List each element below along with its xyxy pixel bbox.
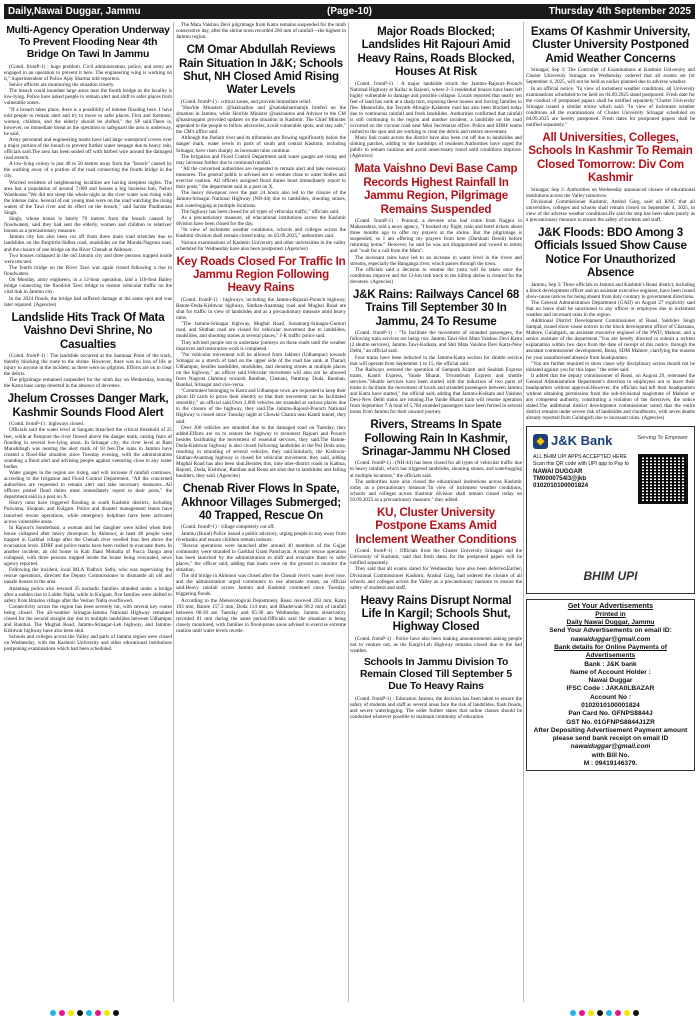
article-paragraph: (Contd. fromP-1) : highways closed. xyxy=(9,421,85,428)
headline-base-camp-rainfall: Mata Vaishno Devi Base Camp Records Highest Rainfall In Jammu Region, Pilgrimage Remains Suspended xyxy=(354,162,518,216)
column-4 xyxy=(526,22,695,1002)
article-paragraph: Jammu, Sep 3: Three officials in Jammu and Kashmir's Reasi district, including a block development officer and an assistant executive engineer, have been issued show-cause notices for being absent from duty contrary to government directions. xyxy=(526,281,695,300)
article-paragraph: The breach could inundate large areas near the fourth bridge as the locality is low-lying. Police have asked people to remain alert and shift to safer places from vulnerable zones. xyxy=(4,88,172,107)
advertisement-info-box: Get Your Advertisements Printed in Daily Nawai Duggar, Jammu Send Your Advertisements on email ID: nawaiduggar@gmail.com Bank details for Online Payments of Advertisements Bank : J&K bank Name of Account Holder : Nawai Duggar IFSC Code : JAKA0LBAZAR Account No : 0102010100001824 Pan Card No. GFNPS8844J GST No. 01GFNPS8844J1ZR After Depositing Advertisement Payment amount please send bank receipt on email ID nawaiduggar@gmail.com with Bill No. M : 09419146379. xyxy=(526,599,695,771)
article-paragraph: Additional District Development Commissioner of Reasi, Sukhdev Singh Sampal, issued show-cause notices to the block development officer of Chassana, Mahore, Gulabgarh, an assistant executive engineer of the PWD, Mahore, and a senior assistant of the department."You are hereby directed to submit a written explanation within two days from the date of receipt of this notice, through the assistant commissioner development, Reasi, SDM Mahore, clarifying the reasons for your unauthorised absence from headquarters. xyxy=(526,318,695,361)
registration-dot xyxy=(113,1010,119,1016)
article-paragraph: (Contd. fromP-1) : A major landslide struck the Jammu–Rajouri–Poonch National Highway at Kallar in Rajouri, where 2–3 residential houses have been left highly vulnerable to damage and possible collapse. Locals reported that nearly ten feet of land has sunk at a sharp turn, exposing these houses and forcing families to flee. Meanwhile, the Teryath–Mougla–Kalakote road has also been blocked today due to continuous rainfall and fresh landslides. Authorities confirmed that rainfall is still continuing in the region and another incident, a landslide on the road occurred on the circular road near Mini Secretariat office. Police and SDRF teams rushed to the spot and are working to clear the debris and restore movement. xyxy=(350,80,522,135)
article-paragraph: A low-lying colony is just 40 to 50 metres away from the "breach" caused by the washing away of a portion of the road connecting the fourth bridge in the city. xyxy=(4,161,172,180)
headline-exams-postponed: Exams Of Kashmir University, Cluster University Postponed Amid Weather Concerns xyxy=(530,25,691,65)
column-2 xyxy=(176,22,346,1002)
email-address: nawaiduggar@gmail.com xyxy=(570,743,651,751)
article-paragraph: Srinagar, Sep 3: Authorities on Wednesday announced closure of educational institutions across the Valley tomorrow. xyxy=(526,186,695,199)
article-4th-bridge xyxy=(4,64,172,308)
article-paragraph: The fourth bridge on the River Tawi was again closed following a rise in floodwaters. xyxy=(4,265,172,278)
article-paragraph: (Contd. fromP-1) : "To facilitate the movement of stranded passengers, the following train services are being run: Jammu Tawi-Shri Mata Vaishno Devi Katra (2 shuttle services), Jammu Tawi-Kolkata, and Shri Mata Vaishno Devi Katra-New Delhi," an official said. xyxy=(350,330,522,355)
article-paragraph: Although the Jhelum river and its tributaries are flowing significantly below the danger mark, water levels in parts of south and central Kashmir, including Srinagar, have risen sharply as incessant rains continue. xyxy=(176,135,346,154)
article-landslide-vaishno-devi xyxy=(4,353,172,389)
column-3 xyxy=(350,22,522,1002)
registration-marks-right xyxy=(570,1010,639,1016)
article-paragraph: Singh, whose house is barely 70 metres from the breach caused by floodwaters, said they had sent the elderly, women and children to relatives' houses as a precautionary measure. xyxy=(4,216,172,235)
article-paragraph: Water gauges in the region are rising, and will increase if rainfall continues, according to the Irrigation and Flood Control Department. "All the concerned authorities are requested to remain alert and take necessary measures...All officers posted flood duties must immediately report to their posts," the department said in a post on X. xyxy=(4,469,172,501)
article-paragraph: "If a breach takes place, there is a possibility of intense flooding here. I have told people to remain alert and try to move to safer places. First and foremost, women, children, and the elderly should be shifted," the SP said.There is, however, no immediate threat as the operation to safeguard the area is underway, he said. xyxy=(4,106,172,137)
registration-dot xyxy=(59,1010,65,1016)
bank-advertisement xyxy=(526,426,695,594)
article-paragraph: Heavy rains have triggered flooding in south Kashmir districts, including Pulwama, Shopian, and Kulgam. Police and disaster management teams have launched rescue operations, while emergency helplines have been activated across vulnerable areas. xyxy=(4,500,172,525)
article-paragraph: In Rajouri's Sunderbani, a woman and her daughter were killed when their house collapsed after heavy downpour. In Akhnoor, at least 40 people were trapped in Garkhal village after the Chenab river swelled four feet above the evacuation level. SDRF and police teams have been rushed to evacuate them. In another incident, an old house in Kali Jhani Mohalla of Pacca Danga area collapsed, with three persons trapped inside the house being evacuated, news agency reported. xyxy=(4,524,172,568)
qr-code-icon xyxy=(638,454,688,504)
article-paragraph: Senior officers are monitoring the situation closely. xyxy=(9,81,115,88)
bhim-upi-logo: BHIM UPI xyxy=(583,569,638,584)
article-paragraph: Anantnag police also rescued 25 nomadic families stranded under a bridge after a sudden rise in Lidder Nalla, while in Kulgam, five families were shifted to safety from Rmaloo village after the Veshav Nalla overflowed. xyxy=(4,585,172,604)
article-paragraph: "Hon'ble Ministers @SakinaItoo and @satishsharmamjk briefed on the situation in Jammu, while Hon'ble Minister @sakinaitoo and Advisor to the CM @nasirsogami provided updates on the situation in Kashmir. The Chief Minister appealed to the people to follow advisories, avoid vulnerable spots, and stay safe," the CM's office said. xyxy=(176,105,346,136)
headline-ku-exams: KU, Cluster University Postpone Exams Amid Inclement Weather Conditions xyxy=(355,505,517,546)
article-paragraph: (Contd. fromP-1) : critical zones, and provide immediate relief. xyxy=(181,98,312,105)
bank-name: ◆ J&K Bank xyxy=(533,433,612,449)
article-paragraph: Connectivity across the region has been severely hit, with several key routes being closed. The all-weather Srinagar-Jammu National Highway remained closed for the second straight day due to multiple landslides between Udhampur and Banihal. The Mughal Road, Jammu-Srinagar-Leh highway, and Jammu-Kishtwar highway have also been shut. xyxy=(4,603,172,635)
article-paragraph: (Contd. fromP-1) : highways, including the Jammu-Rajouri-Poonch highway, Batote-Doda-Kishtwar highway, Sinthan-Anantnag road and Mughal Road are shut for traffic in view of landslides and as a precautionary measure amid heavy rains. xyxy=(176,296,346,321)
article-paragraph: Officials said the water level at Sangam breached the critical threshold of 25 feet, while at Pampore the river flowed above the danger mark, raising fears of flooding in several low-lying areas. In Srinagar city, the river level at Ram Munshibagh was nearing the alert mark of 18 feet.The rains in Jammu have created a flood-like situation since Tuesday evening, with the administration sounding a flood alert and advising people against venturing close to any water bodies. xyxy=(4,427,172,470)
article-paragraph: Four trains have been inducted in the Jammu-Katra section for shuttle service that will operate from September 1 to 15, the official said. xyxy=(350,354,522,367)
article-paragraph: Over 300 vehicles are stranded due to the damaged road on Tuesday, they added.Efforts are on to restore the highway to reconnect Rajouri and Poonch besides facilitating the movement of essential services, they said.The Batote-Doda-Kishtwar highway is also closed following landslides in the Pul Doda area, resulting in stranding of several vehicles, they said.Similarly, the Kishtwar-Sinthan-Anantnag highway is closed for vehicular movement, they said, adding Mughal Road has also been shut.Besides this, nine inter-district roads in Kathua, Rajouri, Doda, Kishtwar, Ramban and Reasi are shut due to landslides and falling boulders, they said. (Agencies) xyxy=(176,424,346,480)
column-divider xyxy=(348,22,349,1002)
issue-date: Thursday 4th September 2025 xyxy=(548,6,691,17)
registration-dot xyxy=(86,1010,92,1016)
article-paragraph: "No vehicular movement will be allowed from Jakheni (Udhampur) towards Srinagar as a stretch of land on the upper side of the road has sunk at Tharad, Udhampur, besides landslides, mudslides, and shooting stones at multiple places on the highway," an officer said.Vehicular movement will also not be allowed from Nagrota (Jammu) towards Ramban, Chenani, Patnitop, Doda, Ramban, Banihal, Srinagar and vice-versa. xyxy=(176,351,346,389)
registration-dot xyxy=(570,1010,576,1016)
article-paragraph: In an official notice, "In view of inclement weather conditions, all University examinations scheduled to be held on 04.09.2025 stand postponed. Fresh date for the conduct of postponed papers shall be notified separately."Cluster University Srinagar issued a similar notice which said: "In view of inclement weather conditions all the examinations of Cluster University Srinagar scheduled on 04.09.2025 are hereby postponed. Fresh dates for postponed papers shall be notified separately." xyxy=(526,85,695,128)
article-rajouri-landslides xyxy=(350,81,522,160)
registration-dot xyxy=(633,1010,639,1016)
column-divider xyxy=(173,22,174,1002)
article-paragraph: According to the Meteorological Department, Reasi received 203 mm, Katra 193 mm, Batote 157.3 mm, Doda 114 mm, and Bhaderwah 96.2 mm of rainfall between 08:30 am Tuesday and 05:30 am Wednesday. Jammu observatory recorded 81 mm during the same period.Officials said the situation is being closely monitored, with families in flood-prone areas advised to exercise extreme caution until water levels recede. xyxy=(176,597,346,634)
article-paragraph: The General Administration Department (GAD) on August 27 explicitly said that no leave shall be sanctioned to any officer or employee due to inclement weather and incessant rains in the region. xyxy=(526,299,695,319)
article-ku-exams xyxy=(350,548,522,591)
headline-rajouri-landslides: Major Roads Blocked; Landslides Hit Rajouri Amid Heavy Rains, Roads Blocked, Houses At Risk xyxy=(357,25,515,79)
article-paragraph: "The Jammu-Srinagar highway, Mughal Road, Sonamarg-Srinagar-Gumuri road, and Sinthan road are closed for vehicular movement due to landslides, mudslides, and shooting stones at several places," J-K traffic police said. xyxy=(176,321,346,340)
article-paragraph: Army personnel and engineering teams have laid large waterproof covers over a major portion of the breach to prevent further water seepage due to heavy rain, officials said.The area has been sealed off with barbed wire around the damaged road stretch. xyxy=(4,136,172,162)
article-jammu-schools xyxy=(350,696,522,720)
article-paragraph: Various examinations of Kashmir University and other universities in the valley scheduled for Wednesday have also been postponed. (Agencies) xyxy=(176,239,346,252)
bank-tagline: Serving To Empower xyxy=(637,435,688,442)
article-jhelum-danger-mark xyxy=(4,421,172,652)
article-paragraph: Jammu city has also been cut off from three main road stretches due to landslides on the Panjtirthi-Sidhra road, mudslides on the Munda-Nagrota road, and the closure of one bridge on the River Chenab at Akhnoor. xyxy=(4,234,172,253)
article-paragraph: As a precautionary measure, all educational institutions across the Kashmir division have been closed for the day. xyxy=(176,214,346,228)
article-paragraph: Jammu (Rural) Police issued a public advisory, urging people to stay away from riverbanks and ensure children remain indoors. xyxy=(176,530,346,543)
article-paragraph: Worried residents of neighbouring localities are having sleepless nights. The area has a population of around 7,000 and houses a big business hub, Nehru Warehouse."We did not sleep the whole night as the river water was rising with the intense rains. Several of our young men were on the road watching the rising waters of the Tawi river and its effect on the breach," said Sardar Pradhuman Singh. xyxy=(4,179,172,216)
headline-div-com-closure: All Universities, Colleges, Schools In Kashmir To Remain Closed Tomorrow: Div Com Kashmir xyxy=(528,130,693,185)
registration-dot xyxy=(615,1010,621,1016)
article-paragraph: (Contd. fromP-1) : huge problem. Civil administration, police, and army are engaged in an operation to prevent it here. The engineering wing is working on it," Superintendent of Police Ajay Sharma told reporters. xyxy=(4,63,172,82)
registration-dot xyxy=(588,1010,594,1016)
upi-info: ALL BHIM UPI APPS ACCEPTED HERE Scan this QR code with UPI app to Pay to NAWAI DUGGAR TM0000754l3@jkb 0102010100001824 xyxy=(533,454,630,490)
article-bdo-show-cause xyxy=(526,282,695,422)
article-paragraph: The authorities have also closed the educational institutions across Kashmir today as a precautionary measure."In view of inclement weather conditions, schools and colleges across Kashmir division shall remain closed today on 03.09.2025 as a precautionary measure," they added. xyxy=(350,478,522,503)
article-paragraph: The old bridge in Akhnoor was closed after the Chenab river's water level rose, and the administration urged commuters to use alternate routes, an official said.Heavy rainfall across Jammu and Kashmir continued since Tuesday, triggering floods. xyxy=(176,573,346,598)
article-paragraph: They said that all exams slated for Wednesday have also been deferred.Earlier, Divisional Commissioner Kashmir, Anshul Garg, had ordered the closure of all schools and colleges across the Valley as a precautionary measure to ensure the safety of students and staff. xyxy=(350,566,522,591)
article-paragraph: "In view of inclement weather conditions, schools and colleges across the Kashmir division shall remain closed today, on 03.09.2025," authorities said. xyxy=(176,227,346,240)
article-paragraph: In the 2024 floods, the bridge had suffered damage at the same spot and was later repaired. (Agencies) xyxy=(4,295,172,308)
article-paragraph: The incessant rains have led to an increase in water level in the rivers and streams, especially the Banganga river, which passes through the town. xyxy=(350,254,522,267)
column-divider xyxy=(523,22,524,1002)
jk-bank-logo-icon: ◆ xyxy=(533,434,548,449)
headline-chenab-spate: Chenab River Flows In Spate, Akhnoor Villages Submerged; 40 Trapped, Rescue On xyxy=(181,482,341,522)
article-paragraph: The Railways restored the operation of Sampark Kranti and Sealdah Express trains, Kantri Express, Vande Bharat, Trivandrum Express and shuttle services."Shuttle services have been started with the induction of two pairs of trains to facilitate the movement of locals and stranded passengers between Jammu and Katra have started," the official said, adding that Jammu-Kolkata and Vaishno Devi-New Delhi trains are running.The Vande Bharat train will resume operation from September 7.A total of 5,784 stranded passengers have been ferried in several trains from Jammu for their onward journey. xyxy=(350,366,522,416)
headline-bdo-show-cause: J&K Floods: BDO Among 3 Officials Issued Show Cause Notice For Unauthorized Absence xyxy=(534,225,687,280)
article-chenab-spate xyxy=(176,524,346,634)
registration-dot xyxy=(606,1010,612,1016)
article-paragraph: The pilgrimage remained suspended for the ninth day on Wednesday, leaving the Katra base camp deserted in the absence of devotees. xyxy=(4,377,172,390)
article-paragraph: Many link roads across the district have also been cut off due to landslides and sinking patches, adding to the hardships of residents.Authorities have urged the public to remain cautious and avoid unnecessary travel until conditions improve. (Agencies) xyxy=(350,135,522,160)
headline-jammu-schools: Schools In Jammu Division To Remain Closed Till September 5 Due To Heavy Rains xyxy=(359,657,513,693)
phone-number: M : 09419146379. xyxy=(583,760,638,768)
registration-dot xyxy=(77,1010,83,1016)
article-paragraph: (Contd. fromP-1) : The landslide occurred at the Sanmaar Point of the track, thereby blocking the route to the shrine. However, there was no loss of life or injury to anyone in the incident, as there were no pilgrims. Efforts are on to clear the debris. xyxy=(4,352,172,378)
registration-dot xyxy=(597,1010,603,1016)
article-key-roads-closed xyxy=(176,297,346,479)
article-paragraph: Divisional Commissioner Kashmir, Anshul Garg, said all KNC that all universities, colleges and schools shall remain closed on September 4, 2025, in view of the adverse weather conditions.He said the step has been taken purely as a precautionary measure to ensure the safety of students and staff. xyxy=(526,198,695,223)
registration-marks-left xyxy=(50,1010,119,1016)
headline-cm-review: CM Omar Abdullah Reviews Rain Situation In J&K; Schools Shut, NH Closed Amid Rising Water Levels xyxy=(178,43,344,97)
headline-kargil-rains: Heavy Rains Disrupt Normal Life In Kargil; Schools Shut, Highway Closed xyxy=(360,593,512,634)
headline-landslide-vaishno-devi: Landslide Hits Track Of Mata Vaishno Devi Shrine, No Casualties xyxy=(11,310,165,351)
article-div-com-closure xyxy=(526,187,695,223)
article-paragraph: (Contd. fromP-1) : village completely cut off. xyxy=(181,524,275,531)
article-continuation-top xyxy=(176,22,346,40)
headline-rivers-spate: Rivers, Streams In Spate Following Rain In Kashmir, Srinagar-Jammu NH Closed xyxy=(361,418,511,458)
registration-dot xyxy=(624,1010,630,1016)
article-kargil-rains xyxy=(350,636,522,654)
article-paragraph: Schools and colleges across the Valley and parts of Jammu region were closed on Wednesday, with the Kashmir University and other educational institutions postponing examinations which had been scheduled. xyxy=(4,634,172,653)
article-paragraph: (Contd. fromP-1) : Pramod, a devotee who had come from Nagpur in Maharashtra, told a news agency, "I booked my flight, train and hotel tickets about three months ago to offer my prayers at the shrine. But the pilgrimage is suspended, so I am offering my prayers from here (Darshani Deodi) before returning home." However, he said he was not disappointed and vowed to return and "wait for a call from the Mata". xyxy=(350,218,522,255)
article-paragraph: "Commuters belonging to Katra and Udhampur town are requested to keep their photo ID cards to prove their identity so that their movement can be facilitated smoothly," an official said.Over 2,000 vehicles are stranded at various places due to the closure of the highway, they said.The Jammu-Rajouri-Poonch National Highway is closed since Tuesday night at Chowki Chaura near Kandi tunnel, they said. xyxy=(176,388,346,425)
article-base-camp-rainfall xyxy=(350,218,522,285)
article-paragraph: Following the incident, local MLA Yudhvir Sethi, who was supervising the rescue operations, directed the Deputy Commissioner to dismantle all old and unsafe houses in the area. xyxy=(4,567,172,586)
registration-dot xyxy=(50,1010,56,1016)
article-cm-review xyxy=(176,99,346,252)
registration-dot xyxy=(579,1010,585,1016)
article-paragraph: They advised people not to undertake journeys on these roads until the weather improves and restoration work is completed. xyxy=(176,339,346,352)
headline-key-roads-closed: Key Roads Closed For Traffic In Jammu Region Following Heavy Rains xyxy=(176,254,346,295)
article-paragraph: On Monday, army engineers, in a 12-hour operation, laid a 110-foot Bailey bridge connecting the flood-hit Tawi bridge to restore vehicular traffic on the vital link in Jammu city. xyxy=(4,277,172,296)
article-exams-postponed xyxy=(526,67,695,128)
article-rivers-spate xyxy=(350,460,522,503)
registration-dot xyxy=(104,1010,110,1016)
article-paragraph: "You are further required to show cause why disciplinary action should not be initiated against you for this lapse," the order said. xyxy=(526,360,695,373)
masthead xyxy=(4,4,695,19)
article-paragraph: (Contd. fromP-1) : Police have also been making announcements asking people not to venture out, as the Kargil-Leh Highway remains closed due to the bad weather. xyxy=(350,635,522,654)
article-paragraph: It added that the deputy commissioner of Reasi, on August 29, reiterated the General Administration Department's direction to employees not to leave their headquarters without approval.However, the officials had left their headquarters without obtaining permission from the sub-divisional magistrate of Mahore or any competent authority, constituting a violation of the directives, the notice stated.The additional district development commissioner noted that the entire district remains under severe risk of landslides and cloudbursts, with seven deaths already reported from Gulabgarh due to incessant rains. (Agencies) xyxy=(526,373,695,422)
article-paragraph: (Contd. fromP-1) : Officials from the Cluster University Srinagar and the University of Kashmir, said that fresh dates for the postponed papers will be notified separately. xyxy=(350,548,522,567)
headline-railways-cancel: J&K Rains: Railways Cancel 68 Trains Till September 30 In Jammu, 24 To Resume xyxy=(352,287,520,328)
article-paragraph: The heavy downpour over the past 24 hours also led to the closure of the Jammu-Srinagar National Highway (NH-44) due to landslides, shooting stones, and waterlogging at multiple locations. xyxy=(176,190,346,209)
article-paragraph: The Mata Vaishno Devi pilgrimage from Katra remains suspended for the ninth consecutive day, after the shrine town recorded 200 mm of rainfall—the highest in Jammu region. xyxy=(176,22,346,41)
article-paragraph: "Rescue operations were launched after around 40 members of the Gujjar community were stranded in Garkhal Gram Panchayat. A major rescue operation has been launched by the administration to shift and evacuate them to safer places," the officer said, adding that boats were on the ground to monitor the situation. xyxy=(176,542,346,574)
headline-4th-bridge: Multi-Agency Operation Underway To Prevent Flooding Near 4th Bridge On Tawi In Jammu xyxy=(6,25,170,61)
column-1 xyxy=(4,22,172,1002)
headline-jhelum-danger-mark: Jhelum Crosses Danger Mark, Kashmir Sounds Flood Alert xyxy=(7,392,169,419)
article-paragraph: The officials said a decision to resume the yatra will be taken once the conditions improve and the 12-km trek track to the hilltop shrine is cleared for the devotees. (Agencies) xyxy=(350,266,522,285)
article-railways-cancel xyxy=(350,330,522,415)
article-paragraph: "All the concerned authorities are requested to remain alert and take necessary measures. The general public is advised not to venture close to water bodies and exercise caution. All officers assigned flood duties must immediately report to their posts," the department said in a post on X. xyxy=(176,166,346,191)
page-number: (Page-10) xyxy=(326,6,372,17)
email-address: nawaiduggar@gmail.com xyxy=(570,635,651,643)
article-paragraph: Srinagar, Sep 3: The Controller of Examinations at Kashmir University and Cluster University Srinagar on Wednesday ordered that all exams set for September 4, 2025, will not be held as earlier planned due to adverse weather. xyxy=(526,67,695,86)
article-paragraph: Two houses collapsed in the old Jammu city and three persons trapped inside were rescued. xyxy=(4,252,172,265)
registration-dot xyxy=(68,1010,74,1016)
registration-dot xyxy=(95,1010,101,1016)
article-paragraph: (Contd. fromP-1) : Education Jammu, the decision has been taken to ensure the safety of students and staff as several areas face the risk of landslides, flash floods, and severe waterlogging. The order further states that online classes should be conducted wherever possible to maintain continuity of education. xyxy=(350,695,522,720)
article-paragraph: The Irrigation and Flood Control Department said water gauges are rising and may increase further due to continued rainfall. xyxy=(176,153,346,166)
article-paragraph: (Contd. fromP-1) : (NH-44) has been closed for all types of vehicular traffic due to heavy rainfall, which has triggered landslides, shooting stones, and waterlogging at multiple locations," the officials said. xyxy=(350,460,522,479)
article-paragraph: The highway has been closed for all types of vehicular traffic," officials said. xyxy=(181,208,340,215)
newspaper-title: Daily,Nawai Duggar, Jammu xyxy=(8,6,141,17)
